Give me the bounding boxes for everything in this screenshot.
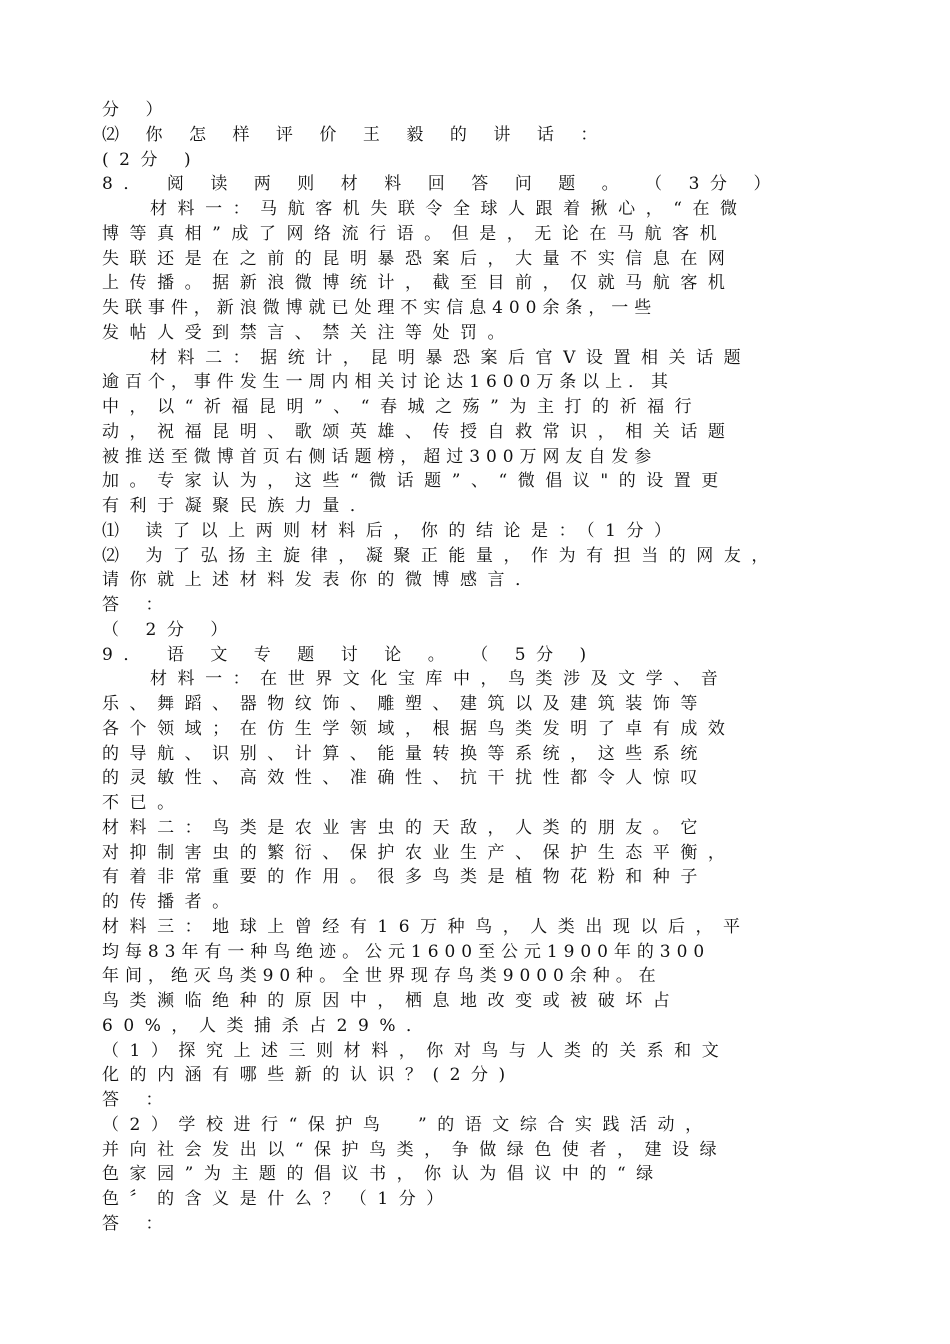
text-line: 失联事件，新浪微博就已处理不实信息400余条，一些 — [102, 298, 658, 318]
text-line: ⑵ 为了弘扬主旋律，凝聚正能量，作为有担当的网友， — [102, 545, 779, 566]
text-line: 材料二：据统计，昆明暴恐案后官V设置相关话题 — [150, 347, 752, 368]
text-line: 的导航、识别、计算、能量转换等系统，这些系统 — [102, 743, 708, 764]
text-line: 色家园”为主题的倡议书，你认为倡议中的“绿 — [102, 1164, 664, 1185]
text-line: 失联还是在之前的昆明暴恐案后，大量不实信息在网 — [102, 248, 736, 269]
text-line: 材料三：地球上曾经有16万种鸟，人类出现以后，平 — [102, 916, 751, 937]
text-line: ⑵ 你 怎 样 评 价 王 毅 的 讲 话 ： — [102, 124, 608, 145]
text-line: （2）学校进行“保护鸟 ”的语文综合实践活动， — [102, 1114, 713, 1135]
text-line: 均每83年有一种鸟绝迹。公元1600至公元1900年的300 — [102, 941, 711, 962]
text-line: 分 ） — [102, 100, 174, 120]
text-line: 8． 阅 读 两 则 材 料 回 答 问 题 。 （ 3分 ） — [102, 174, 782, 195]
text-line: 鸟类濒临绝种的原因中，栖息地改变或被破坏占 — [102, 991, 681, 1011]
text-line: （1）探究上述三则材料，你对鸟与人类的关系和文 — [102, 1040, 730, 1061]
document-page — [102, 98, 862, 1237]
text-line: 化的内涵有哪些新的认识？(2分) — [102, 1065, 516, 1086]
text-line: 中，以“祈福昆明”、“春城之殇”为主打的祈福行 — [102, 397, 703, 417]
text-line: 有着非常重要的作用。很多鸟类是植物花粉和种子 — [102, 867, 708, 888]
text-line: 材料一：在世界文化宝库中，鸟类涉及文学、音 — [150, 669, 729, 690]
text-line: 各个领域；在仿生学领域，根据鸟类发明了卓有成效 — [102, 718, 736, 739]
text-line: 请你就上述材料发表你的微博感言． — [102, 570, 543, 591]
text-line: 对抑制害虫的繁衍、保护农业生产、保护生态平衡， — [102, 842, 736, 863]
text-line: 答 ： — [102, 1213, 174, 1234]
text-line: 答 ： — [102, 1090, 174, 1110]
text-line: 有利于凝聚民族力量． — [102, 496, 378, 516]
text-line: 材料二：鸟类是农业害虫的天敌，人类的朋友。它 — [102, 817, 708, 838]
text-line: 60%，人类捕杀占29%． — [102, 1015, 434, 1036]
text-line: 不已。 — [102, 793, 185, 813]
text-line: 发帖人受到禁言、禁关注等处罚。 — [102, 322, 516, 343]
text-line: 9． 语 文 专 题 讨 论 。 （ 5分 ) — [102, 644, 597, 665]
text-line: 被推送至微博首页右侧话题榜，超过300万网友自发参 — [102, 446, 658, 467]
text-line: 色〞的含义是什么？（1分） — [102, 1189, 454, 1209]
text-line: (2分 ) — [102, 149, 202, 170]
text-line: 并向社会发出以“保护鸟类，争做绿色使者，建设绿 — [102, 1139, 728, 1160]
text-line: 年间，绝灭鸟类90种。全世界现存鸟类9000余种。在 — [102, 966, 662, 987]
text-line: 答 ： — [102, 595, 174, 615]
text-line: 的灵敏性、高效性、准确性、抗干扰性都令人惊叹 — [102, 768, 708, 789]
text-line: 材料一：马航客机失联令全球人跟着揪心，“在微 — [150, 199, 748, 219]
text-line: 逾百个，事件发生一周内相关讨论达1600万条以上．其 — [102, 372, 674, 393]
text-line: （ 2分 ） — [102, 619, 238, 640]
text-line: 的传播者。 — [102, 892, 240, 912]
text-line: 动，祝福昆明、歌颂英雄、传授自救常识，相关话题 — [102, 421, 736, 442]
text-line: 加。专家认为，这些“微话题”、“微倡议"的设置更 — [102, 471, 729, 492]
text-line: 乐、舞蹈、器物纹饰、雕塑、建筑以及建筑装饰等 — [102, 694, 708, 714]
text-line: ⑴ 读了以上两则材料后，你的结论是：（1分） — [102, 520, 682, 541]
text-line: 上传播。据新浪微博统计，截至目前，仅就马航客机 — [102, 273, 736, 294]
text-line: 博等真相”成了网络流行语。但是，无论在马航客机 — [102, 223, 728, 244]
